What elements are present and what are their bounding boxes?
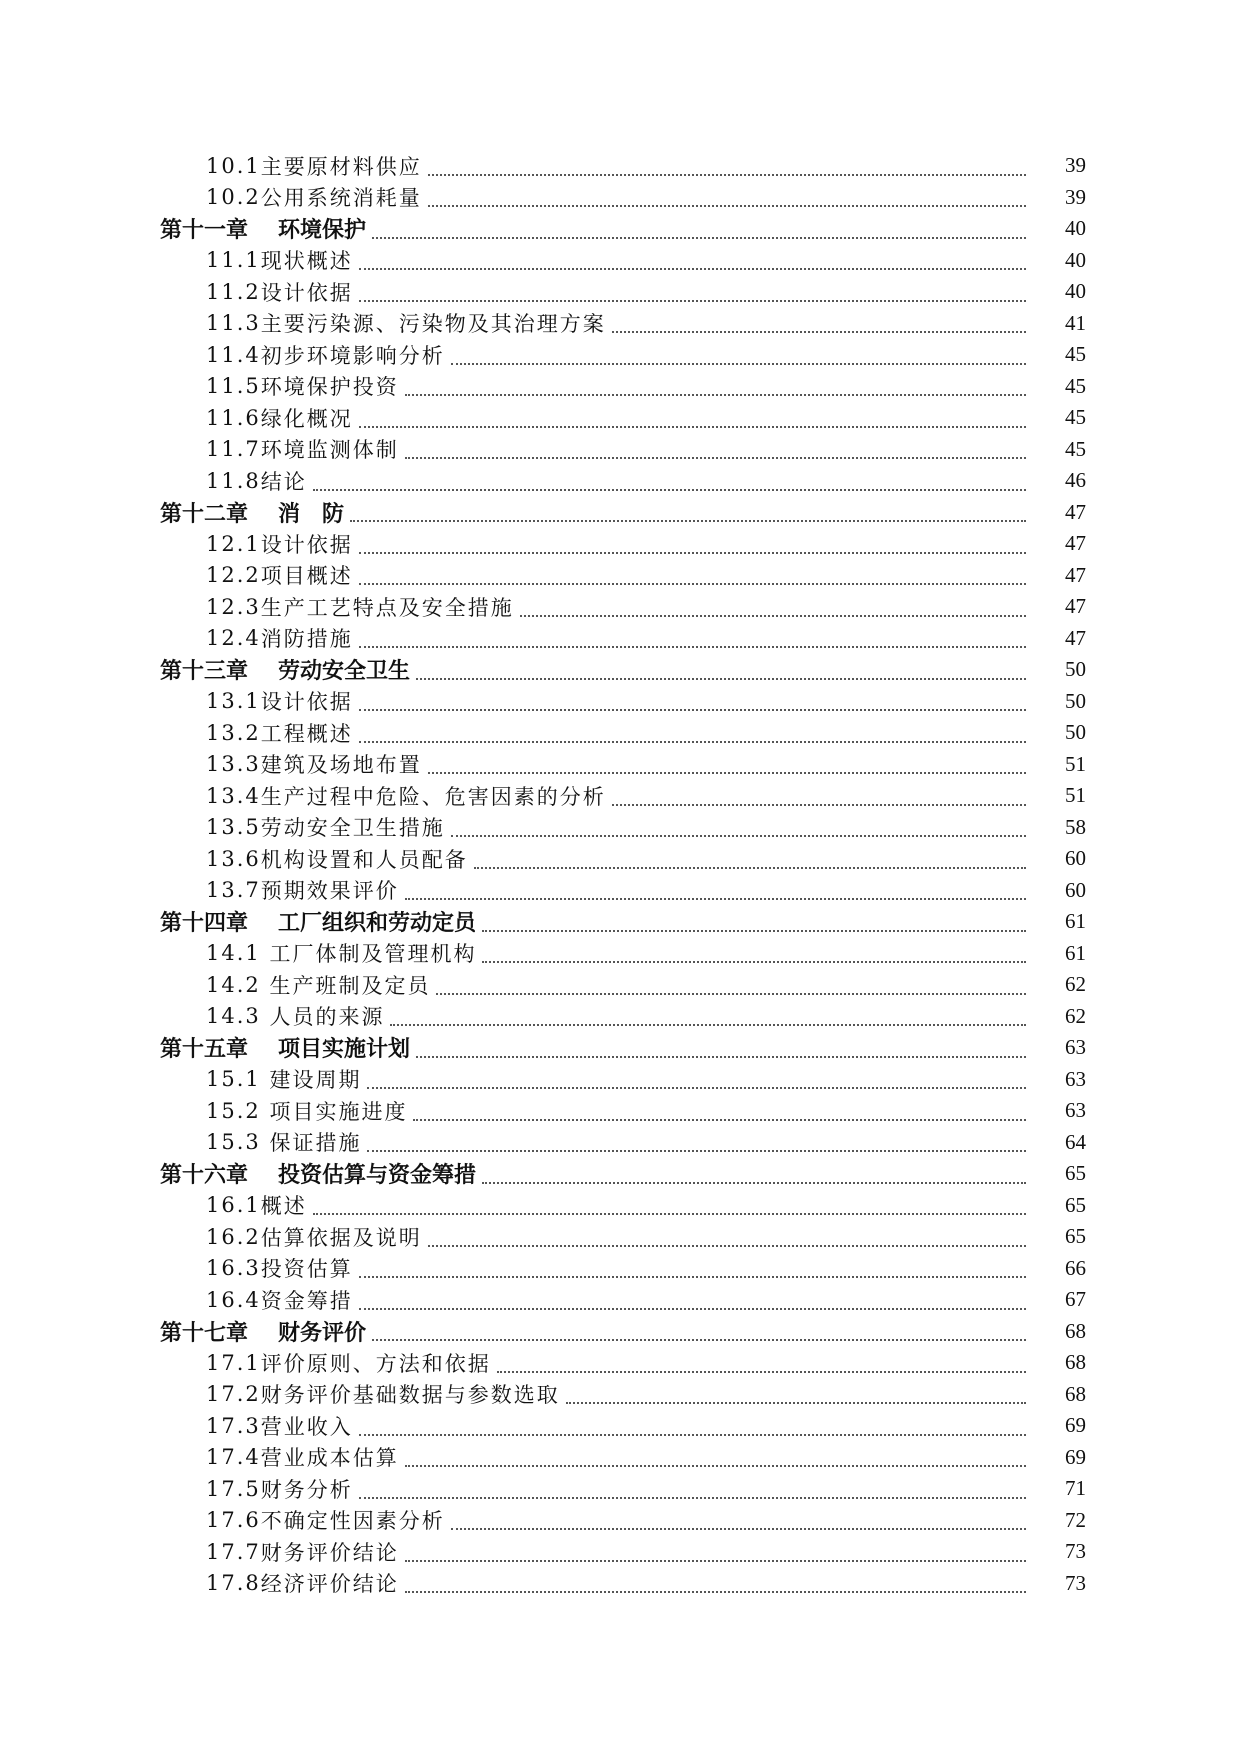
toc-section-entry[interactable]	[0, 1473, 1241, 1505]
toc-entry-title: 环境监测体制	[260, 438, 399, 463]
toc-section-entry[interactable]	[0, 1127, 1241, 1159]
dot-leader	[482, 930, 1026, 932]
toc-entry-page-number: 62	[1065, 1003, 1086, 1028]
toc-section-entry[interactable]	[0, 780, 1241, 812]
toc-entry-page-number: 46	[1065, 468, 1086, 493]
toc-entry-title: 劳动安全卫生	[278, 659, 411, 685]
toc-entry-page-number: 47	[1065, 499, 1086, 524]
toc-section-entry[interactable]	[0, 465, 1241, 497]
toc-section-entry[interactable]	[0, 1064, 1241, 1096]
toc-entry-number: 11.4	[206, 342, 261, 367]
toc-entry-page-number: 63	[1065, 1066, 1086, 1091]
toc-entry-title: 初步环境影响分析	[260, 343, 445, 368]
toc-entry-number: 第十五章	[160, 1037, 249, 1063]
toc-section-entry[interactable]	[0, 1001, 1241, 1033]
toc-chapter-entry[interactable]	[0, 1032, 1241, 1064]
toc-section-entry[interactable]	[0, 875, 1241, 907]
toc-entry-title: 资金筹措	[260, 1288, 353, 1313]
toc-entry-title: 消防措施	[260, 627, 353, 652]
toc-entry-title: 项目概述	[260, 564, 353, 589]
toc-entry-page-number: 60	[1065, 877, 1086, 902]
toc-entry-title: 投资估算与资金筹措	[278, 1163, 477, 1189]
toc-entry-number: 12.4	[206, 626, 261, 651]
dot-leader	[451, 1528, 1026, 1530]
toc-entry-page-number: 47	[1065, 531, 1086, 556]
toc-entry-title: 建设周期	[260, 1068, 362, 1093]
toc-section-entry[interactable]	[0, 528, 1241, 560]
dot-leader	[359, 1497, 1026, 1499]
toc-entry-title: 现状概述	[260, 249, 353, 274]
toc-entry-title: 设计依据	[260, 690, 353, 715]
toc-entry-page-number: 47	[1065, 562, 1086, 587]
toc-entry-title: 营业成本估算	[260, 1446, 399, 1471]
toc-entry-page-number: 61	[1065, 940, 1086, 965]
dot-leader	[359, 646, 1026, 648]
toc-section-entry[interactable]	[0, 1284, 1241, 1316]
toc-entry-number: 11.7	[206, 437, 261, 462]
dot-leader	[405, 457, 1026, 459]
toc-entry-number: 第十四章	[160, 911, 249, 937]
toc-entry-title: 人员的来源	[260, 1005, 385, 1030]
dot-leader	[474, 867, 1026, 869]
toc-entry-title: 建筑及场地布置	[260, 753, 422, 778]
toc-section-entry[interactable]	[0, 1253, 1241, 1285]
toc-section-entry[interactable]	[0, 623, 1241, 655]
dot-leader	[428, 174, 1026, 176]
toc-entry-title: 评价原则、方法和依据	[260, 1351, 491, 1376]
dot-leader	[413, 1119, 1026, 1121]
toc-entry-page-number: 69	[1065, 1413, 1086, 1438]
toc-entry-title: 经济评价结论	[260, 1572, 399, 1597]
toc-section-entry[interactable]	[0, 1410, 1241, 1442]
toc-section-entry[interactable]	[0, 749, 1241, 781]
toc-entry-page-number: 51	[1065, 783, 1086, 808]
toc-section-entry[interactable]	[0, 1190, 1241, 1222]
toc-entry-title: 工厂体制及管理机构	[260, 942, 477, 967]
dot-leader	[497, 1371, 1026, 1373]
toc-entry-page-number: 47	[1065, 594, 1086, 619]
toc-entry-title: 财务评价	[278, 1320, 367, 1346]
toc-entry-number: 13.6	[206, 846, 261, 871]
toc-entry-page-number: 62	[1065, 972, 1086, 997]
toc-section-entry[interactable]	[0, 434, 1241, 466]
toc-entry-number: 第十六章	[160, 1163, 249, 1189]
toc-entry-number: 13.7	[206, 878, 261, 903]
toc-entry-number: 15.3	[206, 1130, 261, 1155]
dot-leader	[359, 1276, 1026, 1278]
toc-entry-page-number: 50	[1065, 720, 1086, 745]
toc-entry-number: 17.3	[206, 1413, 261, 1438]
toc-section-entry[interactable]	[0, 371, 1241, 403]
toc-section-entry[interactable]	[0, 717, 1241, 749]
toc-entry-page-number: 63	[1065, 1035, 1086, 1060]
toc-entry-title: 估算依据及说明	[260, 1225, 422, 1250]
toc-entry-number: 16.4	[206, 1287, 261, 1312]
dot-leader	[405, 394, 1026, 396]
toc-entry-page-number: 45	[1065, 373, 1086, 398]
toc-section-entry[interactable]	[0, 245, 1241, 277]
toc-entry-number: 13.5	[206, 815, 261, 840]
toc-entry-number: 11.6	[206, 405, 261, 430]
toc-section-entry[interactable]	[0, 308, 1241, 340]
toc-entry-title: 项目实施计划	[278, 1037, 411, 1063]
toc-section-entry[interactable]	[0, 1505, 1241, 1537]
toc-entry-number: 17.8	[206, 1571, 261, 1596]
toc-entry-number: 15.2	[206, 1098, 261, 1123]
toc-entry-number: 17.1	[206, 1350, 261, 1375]
toc-entry-page-number: 68	[1065, 1318, 1086, 1343]
toc-section-entry[interactable]	[0, 591, 1241, 623]
toc-section-entry[interactable]	[0, 686, 1241, 718]
toc-entry-page-number: 39	[1065, 153, 1086, 178]
toc-section-entry[interactable]	[0, 276, 1241, 308]
dot-leader	[313, 489, 1026, 491]
toc-entry-page-number: 65	[1065, 1161, 1086, 1186]
dot-leader	[428, 772, 1026, 774]
toc-entry-number: 14.3	[206, 1004, 261, 1029]
dot-leader	[405, 898, 1026, 900]
toc-entry-number: 第十七章	[160, 1320, 249, 1346]
toc-entry-page-number: 61	[1065, 909, 1086, 934]
toc-entry-number: 14.2	[206, 972, 261, 997]
dot-leader	[350, 520, 1026, 522]
toc-entry-number: 11.2	[206, 279, 261, 304]
toc-entry-title: 结论	[260, 469, 307, 494]
toc-entry-title: 机构设置和人员配备	[260, 847, 468, 872]
toc-section-entry[interactable]	[0, 339, 1241, 371]
dot-leader	[566, 1402, 1026, 1404]
toc-entry-number: 12.2	[206, 563, 261, 588]
toc-entry-number: 12.1	[206, 531, 261, 556]
toc-entry-page-number: 47	[1065, 625, 1086, 650]
toc-chapter-entry[interactable]	[0, 654, 1241, 686]
dot-leader	[428, 1245, 1026, 1247]
toc-section-entry[interactable]	[0, 560, 1241, 592]
toc-entry-title: 生产班制及定员	[260, 973, 431, 998]
toc-entry-page-number: 45	[1065, 436, 1086, 461]
toc-entry-title: 主要原材料供应	[260, 154, 422, 179]
toc-entry-title: 设计依据	[260, 532, 353, 557]
toc-entry-number: 第十三章	[160, 659, 249, 685]
toc-entry-page-number: 73	[1065, 1570, 1086, 1595]
toc-entry-page-number: 40	[1065, 216, 1086, 241]
toc-entry-page-number: 65	[1065, 1224, 1086, 1249]
toc-entry-number: 17.6	[206, 1508, 261, 1533]
toc-entry-page-number: 68	[1065, 1381, 1086, 1406]
toc-entry-page-number: 45	[1065, 405, 1086, 430]
toc-entry-title: 预期效果评价	[260, 879, 399, 904]
toc-entry-number: 11.3	[206, 311, 261, 336]
toc-section-entry[interactable]	[0, 1379, 1241, 1411]
toc-chapter-entry[interactable]	[0, 213, 1241, 245]
toc-entry-page-number: 51	[1065, 751, 1086, 776]
toc-entry-page-number: 40	[1065, 247, 1086, 272]
dot-leader	[451, 835, 1026, 837]
table-of-contents	[0, 150, 1241, 1599]
toc-entry-number: 10.2	[206, 185, 261, 210]
toc-section-entry[interactable]	[0, 1568, 1241, 1600]
toc-entry-number: 11.8	[206, 468, 261, 493]
toc-entry-title: 财务分析	[260, 1477, 353, 1502]
dot-leader	[367, 1087, 1026, 1089]
toc-entry-title: 财务评价基础数据与参数选取	[260, 1383, 560, 1408]
dot-leader	[416, 1056, 1026, 1058]
toc-chapter-entry[interactable]	[0, 906, 1241, 938]
toc-entry-number: 10.1	[206, 153, 261, 178]
toc-section-entry[interactable]	[0, 1536, 1241, 1568]
dot-leader	[359, 552, 1026, 554]
toc-section-entry[interactable]	[0, 150, 1241, 182]
dot-leader	[520, 615, 1026, 617]
toc-entry-number: 17.5	[206, 1476, 261, 1501]
toc-section-entry[interactable]	[0, 1347, 1241, 1379]
toc-entry-number: 13.3	[206, 752, 261, 777]
dot-leader	[428, 205, 1026, 207]
toc-section-entry[interactable]	[0, 402, 1241, 434]
toc-entry-title: 生产过程中危险、危害因素的分析	[260, 784, 606, 809]
dot-leader	[359, 426, 1026, 428]
dot-leader	[372, 237, 1026, 239]
toc-entry-title: 设计依据	[260, 280, 353, 305]
toc-section-entry[interactable]	[0, 1221, 1241, 1253]
toc-entry-number: 16.1	[206, 1193, 261, 1218]
toc-entry-number: 17.4	[206, 1445, 261, 1470]
toc-entry-number: 11.5	[206, 374, 261, 399]
dot-leader	[390, 1024, 1026, 1026]
dot-leader	[482, 961, 1026, 963]
dot-leader	[451, 363, 1026, 365]
dot-leader	[405, 1560, 1026, 1562]
toc-entry-number: 16.2	[206, 1224, 261, 1249]
dot-leader	[359, 709, 1026, 711]
dot-leader	[313, 1213, 1026, 1215]
toc-entry-page-number: 64	[1065, 1129, 1086, 1154]
toc-chapter-entry[interactable]	[0, 497, 1241, 529]
dot-leader	[359, 1434, 1026, 1436]
dot-leader	[405, 1591, 1026, 1593]
dot-leader	[612, 331, 1026, 333]
toc-entry-page-number: 60	[1065, 846, 1086, 871]
toc-entry-number: 13.4	[206, 783, 261, 808]
toc-entry-number: 17.2	[206, 1382, 261, 1407]
toc-entry-number: 11.1	[206, 248, 261, 273]
toc-section-entry[interactable]	[0, 1442, 1241, 1474]
dot-leader	[482, 1182, 1026, 1184]
toc-entry-title: 工厂组织和劳动定员	[278, 911, 477, 937]
dot-leader	[436, 993, 1026, 995]
toc-section-entry[interactable]	[0, 182, 1241, 214]
dot-leader	[372, 1339, 1026, 1341]
toc-entry-title: 概述	[260, 1194, 307, 1219]
toc-entry-title: 主要污染源、污染物及其治理方案	[260, 312, 606, 337]
toc-entry-page-number: 63	[1065, 1098, 1086, 1123]
toc-entry-title: 消 防	[278, 501, 345, 527]
toc-entry-title: 绿化概况	[260, 406, 353, 431]
toc-entry-page-number: 58	[1065, 814, 1086, 839]
toc-entry-page-number: 50	[1065, 657, 1086, 682]
toc-entry-title: 营业收入	[260, 1414, 353, 1439]
toc-entry-title: 环境保护	[278, 218, 367, 244]
toc-entry-number: 12.3	[206, 594, 261, 619]
toc-section-entry[interactable]	[0, 812, 1241, 844]
toc-entry-title: 工程概述	[260, 721, 353, 746]
toc-entry-number: 第十一章	[160, 218, 249, 244]
dot-leader	[416, 678, 1026, 680]
toc-entry-number: 17.7	[206, 1539, 261, 1564]
toc-entry-number: 14.1	[206, 941, 261, 966]
dot-leader	[359, 300, 1026, 302]
toc-entry-page-number: 73	[1065, 1539, 1086, 1564]
toc-section-entry[interactable]	[0, 938, 1241, 970]
toc-chapter-entry[interactable]	[0, 1158, 1241, 1190]
toc-entry-number: 13.2	[206, 720, 261, 745]
toc-section-entry[interactable]	[0, 1095, 1241, 1127]
dot-leader	[359, 1308, 1026, 1310]
toc-entry-title: 保证措施	[260, 1131, 362, 1156]
toc-entry-number: 16.3	[206, 1256, 261, 1281]
toc-entry-page-number: 40	[1065, 279, 1086, 304]
toc-section-entry[interactable]	[0, 843, 1241, 875]
toc-entry-page-number: 50	[1065, 688, 1086, 713]
toc-entry-page-number: 45	[1065, 342, 1086, 367]
toc-entry-page-number: 39	[1065, 184, 1086, 209]
toc-entry-title: 公用系统消耗量	[260, 186, 422, 211]
toc-entry-title: 环境保护投资	[260, 375, 399, 400]
toc-entry-number: 第十二章	[160, 501, 249, 527]
dot-leader	[359, 268, 1026, 270]
toc-section-entry[interactable]	[0, 969, 1241, 1001]
toc-entry-page-number: 68	[1065, 1350, 1086, 1375]
toc-entry-title: 生产工艺特点及安全措施	[260, 595, 514, 620]
dot-leader	[612, 804, 1026, 806]
toc-entry-title: 财务评价结论	[260, 1540, 399, 1565]
toc-entry-title: 项目实施进度	[260, 1099, 408, 1124]
toc-entry-page-number: 71	[1065, 1476, 1086, 1501]
toc-entry-number: 13.1	[206, 689, 261, 714]
toc-entry-number: 15.1	[206, 1067, 261, 1092]
toc-entry-page-number: 66	[1065, 1255, 1086, 1280]
toc-entry-page-number: 65	[1065, 1192, 1086, 1217]
dot-leader	[367, 1150, 1026, 1152]
toc-entry-page-number: 41	[1065, 310, 1086, 335]
dot-leader	[359, 583, 1026, 585]
dot-leader	[405, 1465, 1026, 1467]
toc-entry-page-number: 72	[1065, 1507, 1086, 1532]
toc-chapter-entry[interactable]	[0, 1316, 1241, 1348]
toc-entry-title: 投资估算	[260, 1257, 353, 1282]
toc-entry-page-number: 67	[1065, 1287, 1086, 1312]
toc-entry-title: 劳动安全卫生措施	[260, 816, 445, 841]
toc-entry-page-number: 69	[1065, 1444, 1086, 1469]
toc-entry-title: 不确定性因素分析	[260, 1509, 445, 1534]
dot-leader	[359, 741, 1026, 743]
